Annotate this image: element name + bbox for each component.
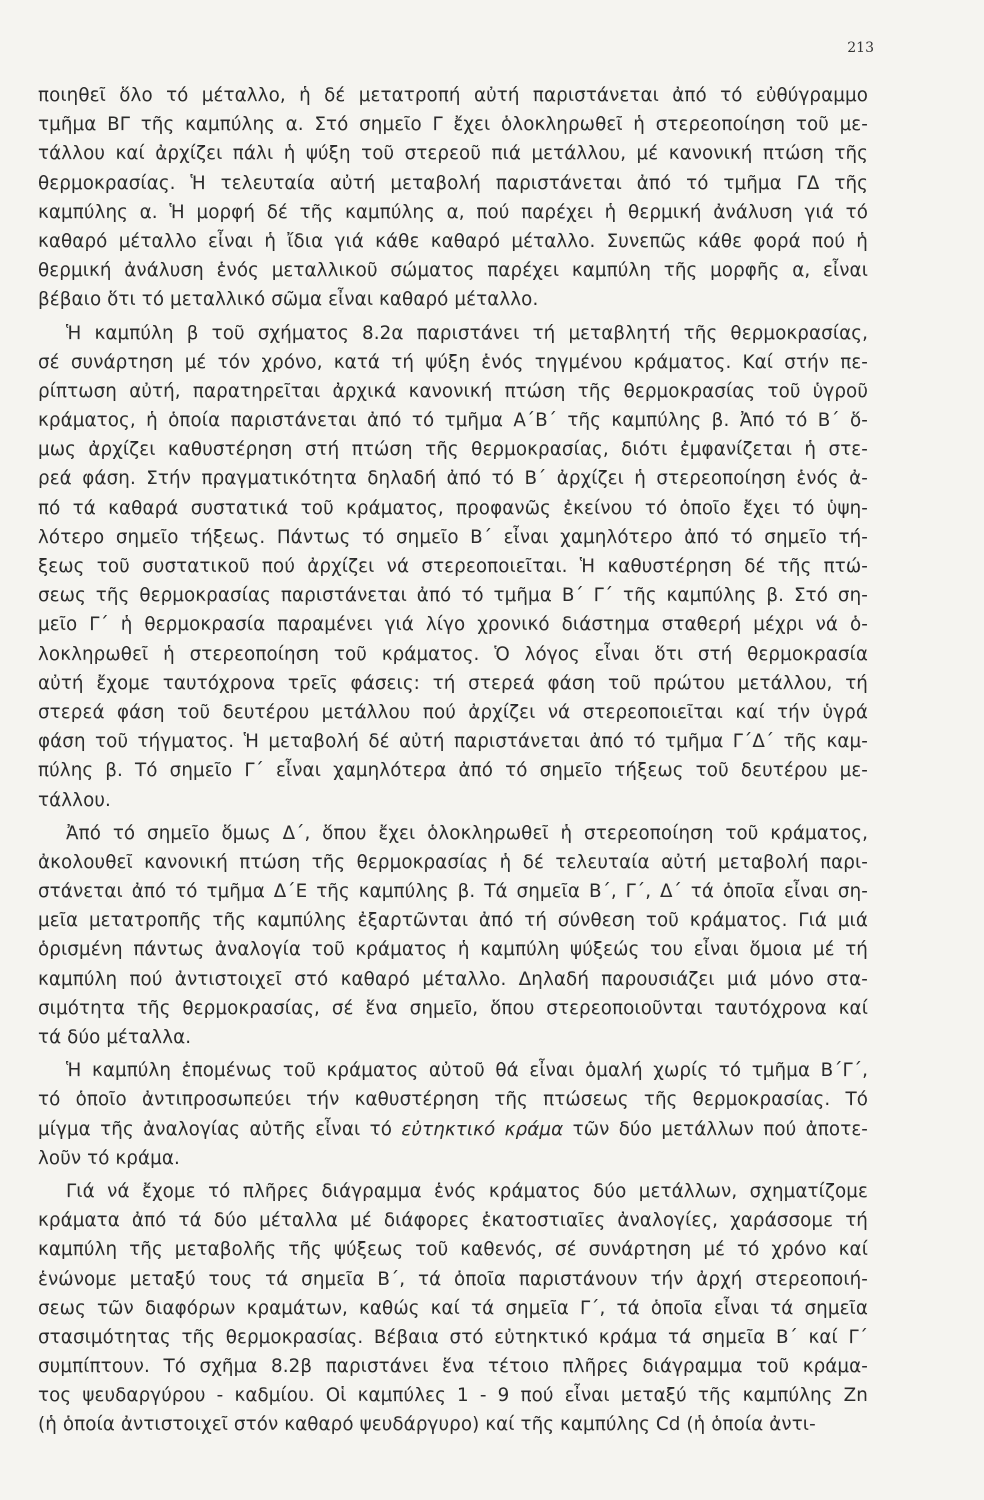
text-line: Ἡ καμπύλη ἑπομένως τοῦ κράματος αὐτοῦ θά εἶναι ὁμαλή χωρίς τό τμῆμα Β΄Γ΄, (66, 1060, 868, 1082)
text-line: τμῆμα ΒΓ τῆς καμπύλης α. Στό σημεῖο Γ ἔχει ὁλοκληρωθεῖ ἡ στερεοποίηση τοῦ με- (38, 114, 868, 136)
text-line: στάνεται ἀπό τό τμῆμα Δ΄Ε τῆς καμπύλης β. Τά σημεῖα Β΄, Γ΄, Δ΄ τά ὁποῖα εἶναι ση- (38, 881, 868, 903)
text-line: στασιμότητας τῆς θερμοκρασίας. Βέβαια στό εὐτηκτικό κράμα τά σημεῖα Β΄ καί Γ΄ (38, 1326, 868, 1348)
text-line: ἑνώνομε μεταξύ τους τά σημεῖα Β΄, τά ὁποῖα παριστάνουν τήν ἀρχή στερεοποιή- (38, 1268, 868, 1290)
paragraph (38, 319, 868, 815)
text-line: κράματα ἀπό τά δύο μέταλλα μέ διάφορες ἑκατοστιαῖες ἀναλογίες, χαράσσομε τή (38, 1210, 868, 1232)
text-line: στερεά φάση τοῦ δευτέρου μετάλλου πού ἀρχίζει νά στερεοποιεῖται καί τήν ὑγρά (38, 701, 868, 723)
paragraph (38, 819, 868, 1053)
text-line: καμπύλη πού ἀντιστοιχεῖ στό καθαρό μέταλλο. Δηλαδή παρουσιάζει μιά μόνο στα- (38, 968, 868, 990)
text-line: πύλης β. Τό σημεῖο Γ΄ εἶναι χαμηλότερα ἀπό τό σημεῖο τήξεως τοῦ δευτέρου με- (38, 760, 868, 782)
text-line: τάλλου καί ἀρχίζει πάλι ἡ ψύξη τοῦ στερεοῦ πιά μετάλλου, μέ κανονική πτώση τῆς (38, 143, 868, 165)
text-line: σιμότητα τῆς θερμοκρασίας, σέ ἕνα σημεῖο, ὅπου στερεοποιοῦνται ταυτόχρονα καί (38, 997, 868, 1019)
text-line: μως ἀρχίζει καθυστέρηση στή πτώση τῆς θερμοκρασίας, διότι ἐμφανίζεται ἡ στε- (38, 439, 868, 461)
text-line: λοκληρωθεῖ ἡ στερεοποίηση τοῦ κράματος. Ὁ λόγος εἶναι ὅτι στή θερμοκρασία (38, 643, 868, 665)
text-line: μεῖο Γ΄ ἡ θερμοκρασία παραμένει γιά λίγο χρονικό διάστημα σταθερή μέχρι νά ὁ- (38, 614, 868, 636)
text-line: κράματος, ἡ ὁποία παριστάνεται ἀπό τό τμῆμα Α΄Β΄ τῆς καμπύλης β. Ἀπό τό Β΄ ὅ- (38, 410, 868, 432)
text-line: φάση τοῦ τήγματος. Ἡ μεταβολή δέ αὐτή παριστάνεται ἀπό τό τμῆμα Γ΄Δ΄ τῆς καμ- (38, 731, 868, 753)
paragraph (38, 1056, 868, 1173)
text-line: τάλλου. (38, 789, 111, 811)
text-line: τό ὁποῖο ἀντιπροσωπεύει τήν καθυστέρηση τῆς πτώσεως τῆς θερμοκρασίας. Τό (38, 1089, 868, 1111)
text-line: σεως τῆς θερμοκρασίας παριστάνεται ἀπό τό τμῆμα Β΄ Γ΄ τῆς καμπύλης β. Στό ση- (38, 585, 868, 607)
text-line: Ἡ καμπύλη β τοῦ σχήματος 8.2α παριστάνει τή μεταβλητή τῆς θερμοκρασίας, (66, 322, 868, 344)
text-line: μίγμα τῆς ἀναλογίας αὐτῆς εἶναι τό εὐτηκτικό κράμα τῶν δύο μετάλλων πού ἀποτε- (38, 1118, 868, 1140)
text-line: θερμική ἀνάλυση ἑνός μεταλλικοῦ σώματος παρέχει καμπύλη τῆς μορφῆς α, εἶναι (38, 260, 868, 282)
body-text (38, 81, 868, 1440)
italic-term: εὐτηκτικό κράμα (401, 1118, 564, 1140)
text-line: ρεά φάση. Στήν πραγματικότητα δηλαδή ἀπό τό Β΄ ἀρχίζει ἡ στερεοποίηση ἑνός ἀ- (38, 468, 868, 490)
text-line: ρίπτωση αὐτή, παρατηρεῖται ἀρχικά κανονική πτώση τῆς θερμοκρασίας τοῦ ὑγροῦ (38, 380, 868, 402)
text-line: θερμοκρασίας. Ἡ τελευταία αὐτή μεταβολή παριστάνεται ἀπό τό τμῆμα ΓΔ τῆς (38, 172, 868, 194)
text-line: μεῖα μετατροπῆς τῆς καμπύλης ἐξαρτῶνται ἀπό τή σύνθεση τοῦ κράματος. Γιά μιά (38, 910, 868, 932)
text-line: (ἡ ὁποία ἀντιστοιχεῖ στόν καθαρό ψευδάργυρο) καί τῆς καμπύλης Cd (ἡ ὁποία ἀντι- (38, 1414, 816, 1436)
paragraph (38, 1177, 868, 1440)
text-line: καθαρό μέταλλο εἶναι ἡ ἴδια γιά κάθε καθαρό μέταλλο. Συνεπῶς κάθε φορά πού ἡ (38, 230, 868, 252)
text-line: καμπύλης α. Ἡ μορφή δέ τῆς καμπύλης α, πού παρέχει ἡ θερμική ἀνάλυση γιά τό (38, 201, 868, 223)
text-line: λότερο σημεῖο τήξεως. Πάντως τό σημεῖο Β΄ εἶναι χαμηλότερο ἀπό τό σημεῖο τή- (38, 526, 868, 548)
text-line: ἀκολουθεῖ κανονική πτώση τῆς θερμοκρασίας ἡ δέ τελευταία αὐτή μεταβολή παρι- (38, 851, 868, 873)
text-line: Γιά νά ἔχομε τό πλῆρες διάγραμμα ἑνός κράματος δύο μετάλλων, σχηματίζομε (66, 1180, 868, 1202)
text-line: καμπύλη τῆς μεταβολῆς τῆς ψύξεως τοῦ καθενός, σέ συνάρτηση μέ τό χρόνο καί (38, 1239, 868, 1261)
text-line: σεως τῶν διαφόρων κραμάτων, καθώς καί τά σημεῖα Γ΄, τά ὁποῖα εἶναι τά σημεῖα (38, 1297, 868, 1319)
page-number: 213 (847, 40, 874, 56)
paragraph (38, 81, 868, 315)
text-line: ὁρισμένη πάντως ἀναλογία τοῦ κράματος ἡ καμπύλη ψύξεώς του εἶναι ὅμοια μέ τή (38, 939, 868, 961)
text-line: πό τά καθαρά συστατικά τοῦ κράματος, προφανῶς ἐκείνου τό ὁποῖο ἔχει τό ὑψη- (38, 497, 868, 519)
text-line: συμπίπτουν. Τό σχῆμα 8.2β παριστάνει ἕνα τέτοιο πλῆρες διάγραμμα τοῦ κράμα- (38, 1356, 868, 1378)
text-line: αὐτή ἔχομε ταυτόχρονα τρεῖς φάσεις: τή στερεά φάση τοῦ πρώτου μετάλλου, τή (38, 672, 868, 694)
text-line: Ἀπό τό σημεῖο ὅμως Δ΄, ὅπου ἔχει ὁλοκληρωθεῖ ἡ στερεοποίηση τοῦ κράματος, (66, 822, 868, 844)
text-line: λοῦν τό κράμα. (38, 1147, 180, 1169)
text-line: ξεως τοῦ συστατικοῦ πού ἀρχίζει νά στερεοποιεῖται. Ἡ καθυστέρηση δέ τῆς πτώ- (38, 556, 868, 577)
text-line: σέ συνάρτηση μέ τόν χρόνο, κατά τή ψύξη ἑνός τηγμένου κράματος. Καί στήν πε- (38, 351, 868, 373)
text-line: τά δύο μέταλλα. (38, 1027, 192, 1048)
text-line: τος ψευδαργύρου - καδμίου. Οἱ καμπύλες 1 - 9 πού εἶναι μεταξύ τῆς καμπύλης Zn (38, 1385, 868, 1407)
text-line: ποιηθεῖ ὅλο τό μέταλλο, ἡ δέ μετατροπή αὐτή παριστάνεται ἀπό τό εὐθύγραμμο (38, 85, 868, 106)
text-line: βέβαιο ὅτι τό μεταλλικό σῶμα εἶναι καθαρό μέταλλο. (38, 289, 539, 311)
